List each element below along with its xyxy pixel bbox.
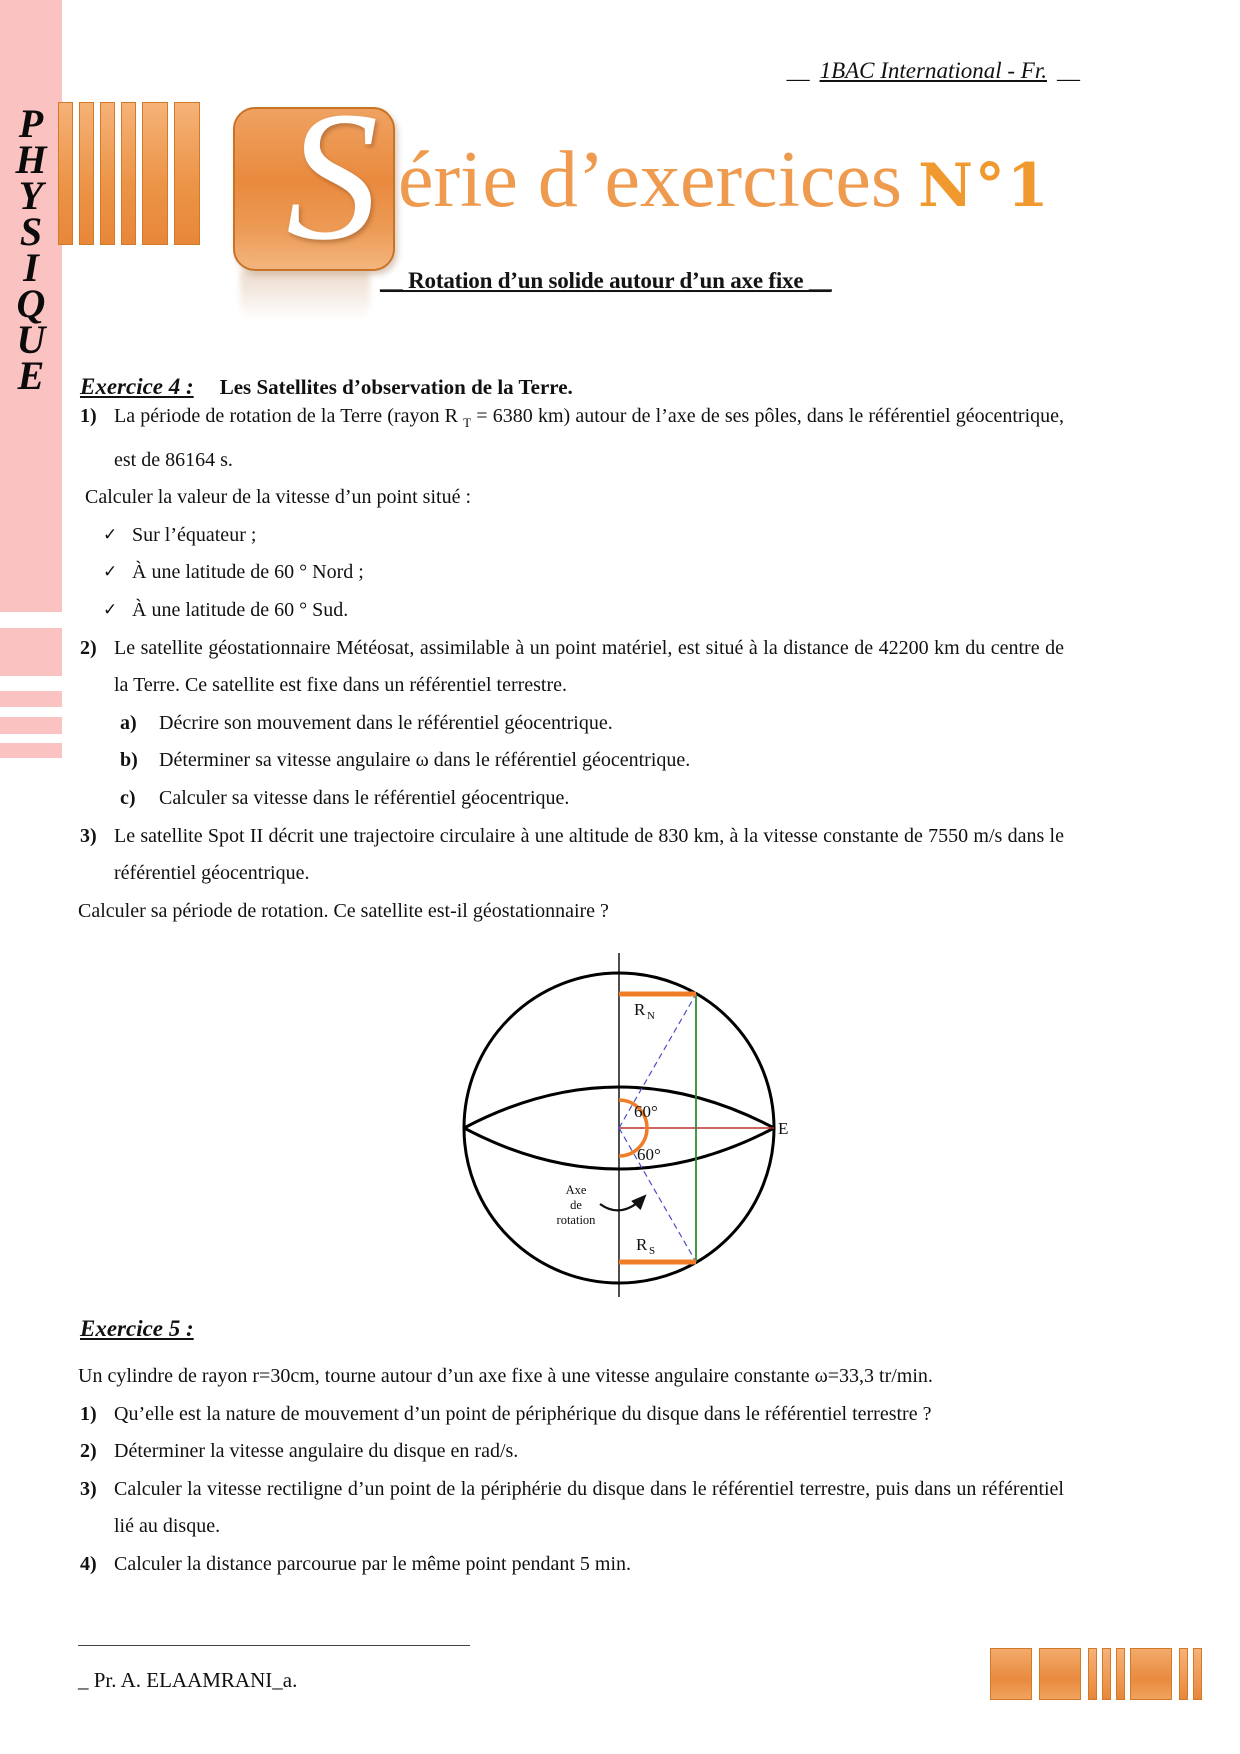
item-number: 2) — [80, 636, 97, 659]
exercise4-closing-line: Calculer sa période de rotation. Ce satellite est-il géostationnaire ? — [78, 899, 609, 922]
footer-square — [1130, 1648, 1172, 1700]
subitem-text: Décrire son mouvement dans le référentiel géocentrique. — [159, 711, 613, 734]
sidebar-letter: E — [17, 353, 45, 398]
tag-text: 1BAC International - Fr. — [819, 58, 1047, 83]
item-text: La période de rotation de la Terre (rayon R — [114, 405, 464, 427]
label-rs-sub: S — [649, 1245, 656, 1257]
item-number: 1) — [80, 405, 97, 427]
footer-bars-decoration — [990, 1648, 1202, 1700]
label-rn: R — [634, 1000, 646, 1019]
footer-rule — [78, 1645, 470, 1646]
title-number: N°1 — [918, 151, 1051, 221]
header-bar — [100, 102, 115, 245]
check-text: À une latitude de 60 ° Sud. — [132, 598, 349, 621]
item-number: 3) — [80, 824, 97, 847]
check-item — [78, 517, 1064, 555]
footer-bar — [1088, 1648, 1097, 1700]
radius-subscript: T — [463, 415, 472, 430]
item-text: Calculer la vitesse rectiligne d’un point de la périphérie du disque dans le référentiel terrestre, puis dans un référentiel lié au disque. — [114, 1477, 1064, 1538]
item-text: Qu’elle est la nature de mouvement d’un point de périphérique du disque dans le référentiel terrestre ? — [114, 1402, 932, 1425]
exercise4-heading-label: Exercice 4 : — [80, 374, 194, 399]
sidebar-letter: P — [18, 101, 44, 146]
header-bar — [142, 102, 168, 245]
sidebar-letter: S — [19, 209, 43, 254]
sidebar-pink-stripe — [0, 743, 62, 758]
tag-suffix: __ — [1057, 58, 1080, 83]
label-angle-top: 60° — [634, 1102, 658, 1121]
axis-caption-line3: rotation — [556, 1213, 596, 1227]
sidebar-pink-stripe — [0, 691, 62, 707]
page-subtitle: __ Rotation d’un solide autour d’un axe fixe __ — [380, 268, 832, 293]
exercise5-heading — [80, 1316, 194, 1342]
exercise4-subitem-b — [78, 742, 1064, 780]
title-square-reflection — [240, 271, 370, 329]
exercise4-calc-line: Calculer la valeur de la vitesse d’un point situé : — [85, 486, 471, 509]
item-number: 2) — [80, 1440, 97, 1463]
check-text: Sur l’équateur ; — [132, 523, 257, 546]
check-icon: ✓ — [103, 562, 118, 583]
item-number: 1) — [80, 1402, 97, 1425]
exercise5-item3 — [78, 1471, 1064, 1546]
subitem-label: c) — [120, 786, 136, 809]
item-text: Calculer la distance parcourue par le même point pendant 5 min. — [114, 1552, 632, 1575]
teacher-signature: _ Pr. A. ELAAMRANI_a. — [78, 1668, 298, 1692]
item-number: 4) — [80, 1552, 97, 1575]
tag-prefix: __ — [786, 58, 810, 83]
label-rs: R — [636, 1235, 648, 1254]
axis-caption-line1: Axe — [565, 1183, 587, 1197]
item-text: = 6380 km) autour de l’axe de ses pôles, dans le référentiel géocentrique, est de 86164 s. — [114, 405, 1064, 471]
exercise5-body — [78, 1358, 1064, 1584]
check-item — [78, 592, 1064, 630]
header-bar — [174, 102, 200, 245]
earth-rotation-diagram — [440, 945, 820, 1315]
exercise4-item1 — [78, 398, 1064, 479]
check-text: À une latitude de 60 ° Nord ; — [132, 561, 364, 584]
check-item — [78, 554, 1064, 592]
footer-square — [1039, 1648, 1081, 1700]
item-text: Le satellite Spot II décrit une trajectoire circulaire à une altitude de 830 km, à la vitesse constante de 7550 m/s dans le référentiel géocentrique. — [114, 824, 1064, 885]
item-text: Déterminer la vitesse angulaire du disque en rad/s. — [114, 1440, 519, 1463]
sidebar-letter: H — [15, 137, 47, 182]
header-bars-decoration — [58, 102, 206, 245]
footer-bar — [1179, 1648, 1188, 1700]
exercise4-item2 — [78, 630, 1064, 705]
exercise4-heading — [80, 374, 573, 400]
class-level-tag — [720, 58, 1080, 84]
footer-bar — [1116, 1648, 1125, 1700]
subitem-text: Déterminer sa vitesse angulaire ω dans le référentiel géocentrique. — [159, 749, 691, 772]
footer-bar — [1193, 1648, 1202, 1700]
item-number: 3) — [80, 1477, 97, 1500]
exercise5-intro: Un cylindre de rayon r=30cm, tourne autour d’un axe fixe à une vitesse angulaire constante ω=33,3 tr/min. — [78, 1365, 933, 1387]
header-bar — [121, 102, 136, 245]
footer-square — [990, 1648, 1032, 1700]
rotation-arrow — [600, 1196, 645, 1210]
subitem-text: Calculer sa vitesse dans le référentiel géocentrique. — [159, 786, 570, 809]
check-icon: ✓ — [103, 524, 118, 545]
exercise4-subitem-c — [78, 780, 1064, 818]
page-title — [398, 136, 1051, 224]
exercise5-item4 — [78, 1546, 1064, 1584]
label-rn-sub: N — [647, 1010, 655, 1022]
sidebar-vertical-title — [0, 101, 62, 398]
footer-bar — [1102, 1648, 1111, 1700]
subitem-label: b) — [120, 749, 138, 772]
sidebar-pink-stripe — [0, 717, 62, 734]
check-icon: ✓ — [103, 599, 118, 620]
subitem-label: a) — [120, 711, 137, 734]
exercise5-item1 — [78, 1396, 1064, 1434]
exercise4-subitem-a — [78, 705, 1064, 743]
label-angle-bottom: 60° — [637, 1145, 661, 1164]
title-rest: érie d’exercices — [398, 136, 903, 224]
sidebar-pink-block — [0, 628, 62, 676]
sidebar-letter: Q — [16, 281, 46, 326]
header-bar — [79, 102, 94, 245]
header-bar — [58, 102, 73, 245]
title-initial-letter: S — [286, 74, 379, 279]
exercise4-item3 — [78, 818, 1064, 893]
exercise4-body — [78, 398, 1064, 930]
exercise5-item2 — [78, 1433, 1064, 1471]
axis-caption-line2: de — [570, 1198, 582, 1212]
label-equator-point: E — [778, 1119, 789, 1138]
exercise4-heading-title: Les Satellites d’observation de la Terre. — [219, 375, 573, 399]
sidebar-letter: U — [16, 317, 46, 362]
exercise5-heading-label: Exercice 5 : — [80, 1316, 194, 1341]
sidebar-letter: Y — [18, 173, 44, 218]
sidebar-letter: I — [23, 245, 39, 290]
item-text: Le satellite géostationnaire Météosat, assimilable à un point matériel, est situé à la distance de 42200 km du centre de la Terre. Ce satellite est fixe dans un référentiel terrestre. — [114, 636, 1064, 697]
